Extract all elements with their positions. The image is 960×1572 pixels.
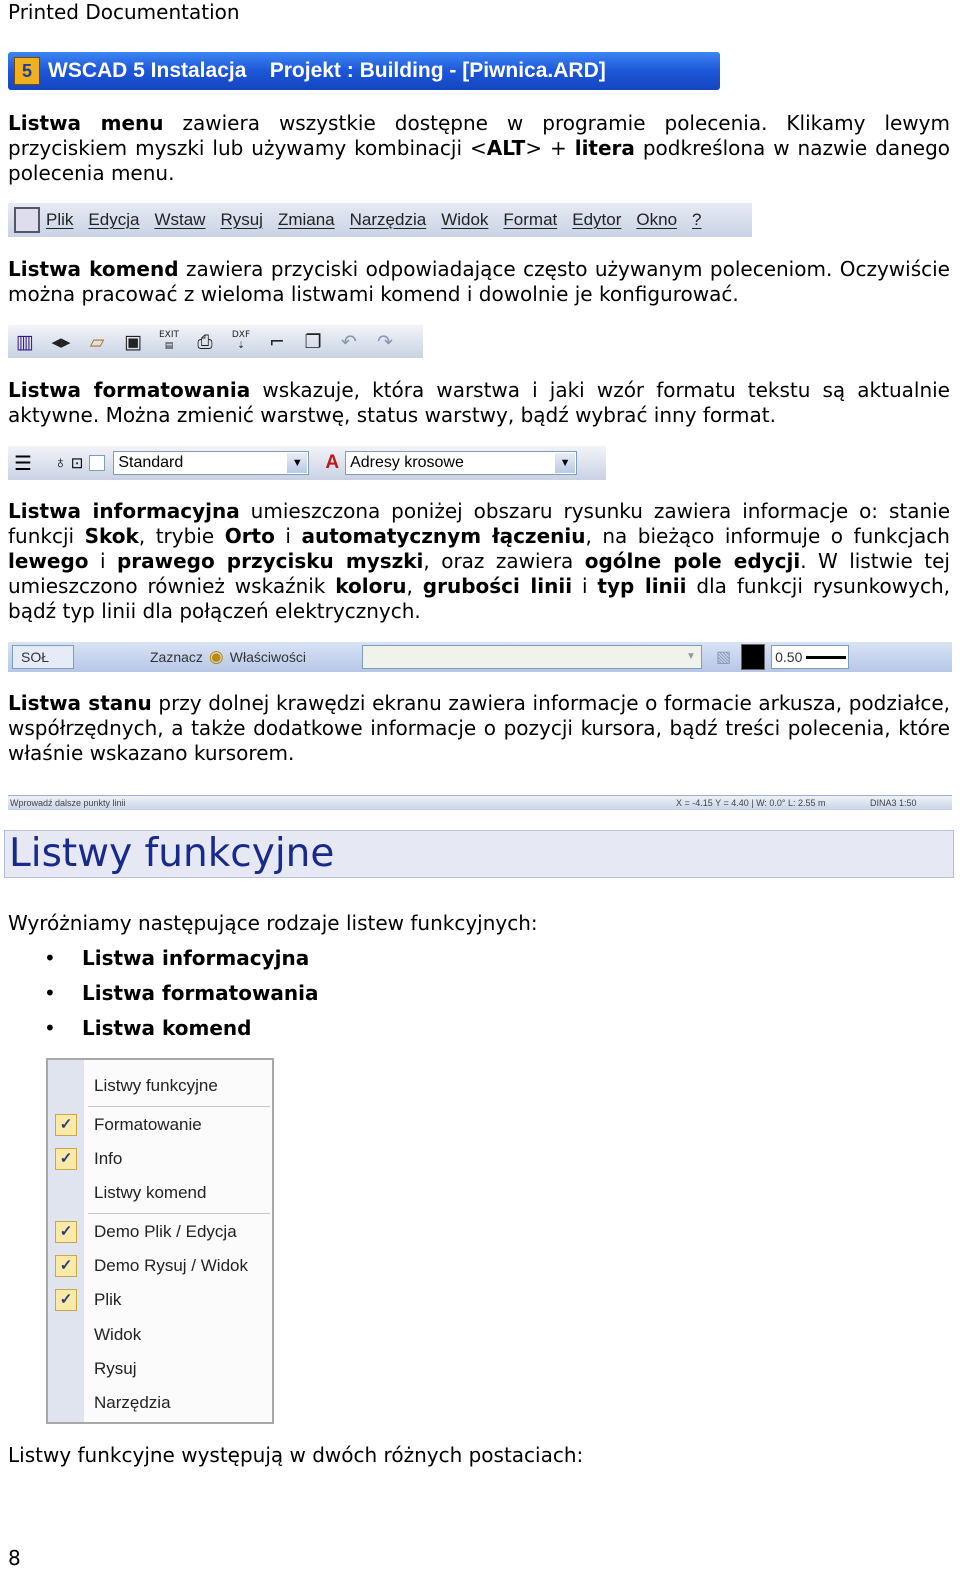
text: i bbox=[88, 549, 117, 573]
term-listwa-stanu: Listwa stanu bbox=[8, 691, 152, 715]
dxf-label: DXF bbox=[231, 329, 251, 340]
term-grubosci: grubości linii bbox=[422, 574, 573, 598]
left-mouse-label: Zaznacz bbox=[150, 649, 203, 665]
menu-item-format[interactable]: Format bbox=[503, 210, 558, 229]
mode-indicator[interactable] bbox=[12, 645, 74, 669]
term-listwa-komend: Listwa komend bbox=[8, 257, 179, 281]
exit-label: EXIT bbox=[158, 329, 179, 340]
menu-item-label: Demo Rysuj / Widok bbox=[94, 1256, 248, 1275]
text: umieszczona poniżej obszaru rysunku zawiera informacje o: stanie funkcji bbox=[8, 499, 951, 548]
edit-field[interactable] bbox=[362, 645, 702, 669]
menu-separator bbox=[88, 1213, 270, 1214]
menu-item-label: Demo Plik / Edycja bbox=[94, 1222, 237, 1241]
text: podkreślona w nazwie danego polecenia menu. bbox=[8, 136, 950, 185]
steps-icon[interactable]: ⌐ bbox=[269, 330, 285, 353]
wscad-app-icon: 5 bbox=[14, 57, 40, 85]
info-toolbar bbox=[8, 642, 952, 672]
page-number: 8 bbox=[8, 1546, 21, 1570]
text: , bbox=[406, 574, 423, 598]
status-coordinates: X = -4.15 Y = 4.40 | W: 0.0° L: 2.55 m bbox=[676, 798, 826, 808]
menu-item-formatowanie[interactable] bbox=[48, 1111, 272, 1141]
text: dla funkcji rysunkowych, bądź typ linii dla połączeń elektrycznych. bbox=[8, 574, 950, 623]
menu-separator bbox=[88, 1106, 270, 1107]
checkmark-icon: ✓ bbox=[55, 1148, 77, 1170]
bullet-list bbox=[8, 945, 319, 1050]
format-select-value: Adresy krosowe bbox=[350, 454, 464, 471]
term-listwa-menu: Listwa menu bbox=[8, 111, 164, 135]
text: . W listwie tej umieszczono również wskaźnik bbox=[8, 549, 950, 598]
paragraph-komend bbox=[8, 257, 950, 307]
status-prompt: Wprowadź dalsze punkty linii bbox=[10, 798, 126, 808]
print-icon[interactable]: ⎙ bbox=[197, 330, 213, 353]
layer-color-icon[interactable]: ▧ bbox=[716, 649, 732, 666]
menu-item-demo-plik-edycja[interactable] bbox=[48, 1218, 272, 1248]
format-toolbar bbox=[8, 446, 606, 480]
menu-item-widok[interactable] bbox=[48, 1321, 272, 1351]
text: i bbox=[274, 524, 302, 548]
menu-header bbox=[48, 1072, 272, 1102]
bulb-icon[interactable]: ♁ bbox=[54, 453, 67, 472]
menu-item-edytor[interactable]: Edytor bbox=[572, 210, 622, 229]
window-title: WSCAD 5 Instalacja Projekt : Building - [Piwnica.ARD] bbox=[48, 59, 606, 82]
list-item: • Listwa informacyjna bbox=[8, 945, 319, 980]
copy-icon[interactable]: ❐ bbox=[304, 330, 322, 353]
text-format-icon[interactable]: A bbox=[325, 452, 340, 473]
text: , oraz zawiera bbox=[423, 549, 585, 573]
menu-item-wstaw[interactable]: Wstaw bbox=[154, 210, 206, 229]
status-sheet: DINA3 1:50 bbox=[870, 798, 917, 808]
paragraph-formatowania bbox=[8, 378, 950, 428]
menu-item-plik[interactable] bbox=[48, 1286, 272, 1316]
term-koloru: koloru bbox=[335, 574, 407, 598]
menu-item-rysuj[interactable]: Rysuj bbox=[220, 210, 263, 229]
menu-item-listwy-komend[interactable] bbox=[48, 1179, 272, 1209]
text: , na bieżąco informuje o funkcjach bbox=[585, 524, 950, 548]
menu-item-demo-rysuj-widok[interactable] bbox=[48, 1252, 272, 1282]
exit-icon[interactable]: EXIT ▤ bbox=[158, 329, 179, 351]
term-skok: Skok bbox=[84, 524, 139, 548]
line-sample bbox=[806, 656, 846, 659]
menu-item-widok[interactable]: Widok bbox=[441, 210, 489, 229]
format-select[interactable] bbox=[345, 451, 577, 475]
term-orto: Orto bbox=[224, 524, 275, 548]
text: zawiera wszystkie dostępne w programie polecenia. Klikamy lewym przyciskiem myszki lub używamy kombinacji < bbox=[8, 111, 950, 160]
menu-item-rysuj[interactable] bbox=[48, 1355, 272, 1385]
chevron-down-icon[interactable]: ▼ bbox=[287, 453, 307, 473]
menu-item-info[interactable] bbox=[48, 1145, 272, 1175]
text: i bbox=[572, 574, 598, 598]
toolbar-grip-icon bbox=[14, 207, 40, 233]
paragraph-stanu bbox=[8, 691, 950, 766]
list-item: • Listwa komend bbox=[8, 1015, 319, 1050]
term-listwa-informacyjna: Listwa informacyjna bbox=[8, 499, 240, 523]
term-prawego: prawego przycisku myszki bbox=[116, 549, 424, 573]
menu-item-label: Rysuj bbox=[94, 1359, 137, 1378]
intro-text: Wyróżniamy następujące rodzaje listew funkcyjnych: bbox=[8, 911, 538, 935]
dxf-icon[interactable]: DXF ⇣ bbox=[231, 329, 251, 351]
chevron-down-icon[interactable]: ▼ bbox=[555, 453, 575, 473]
text: wskazuje, która warstwa i jaki wzór formatu tekstu są aktualnie aktywne. Można zmienić warstwę, status warstwy, bądź wybrać inny format. bbox=[8, 378, 950, 427]
list-item: • Listwa formatowania bbox=[8, 980, 319, 1015]
term-lewego: lewego bbox=[8, 549, 89, 573]
save-icon[interactable]: ▣ bbox=[124, 330, 142, 353]
term-auto-laczenie: automatycznym łączeniu bbox=[301, 524, 586, 548]
menu-item-okno[interactable]: Okno bbox=[636, 210, 678, 229]
line-width-value: 0.50 bbox=[775, 649, 803, 665]
open-folder-icon[interactable]: ▱ bbox=[89, 330, 105, 353]
menu-item-plik[interactable]: Plik bbox=[46, 210, 74, 229]
lock-icon[interactable]: ⊡ bbox=[70, 455, 84, 472]
menu-bar bbox=[8, 203, 752, 237]
text: przy dolnej krawędzi ekranu zawiera informacje o formacie arkusza, podziałce, współrzędnych, a także dodatkowe informacje o pozycji kursora, bądź treści polecenia, które właśnie wskazano kursorem. bbox=[8, 691, 950, 765]
term-pole-edycji: ogólne pole edycji bbox=[584, 549, 801, 573]
line-width-field[interactable] bbox=[771, 645, 849, 669]
window-title-bar bbox=[8, 52, 720, 90]
chevron-down-icon[interactable]: ▼ bbox=[686, 651, 696, 662]
layer-select-value: Standard bbox=[118, 454, 184, 471]
menu-item-label: Plik bbox=[94, 1290, 122, 1309]
checkmark-icon: ✓ bbox=[55, 1221, 77, 1243]
menu-item-help[interactable]: ? bbox=[692, 210, 702, 229]
menu-item-label: Widok bbox=[94, 1325, 142, 1344]
menu-item-label: Formatowanie bbox=[94, 1115, 202, 1134]
menu-item-narzedzia[interactable] bbox=[48, 1389, 272, 1419]
color-swatch[interactable] bbox=[741, 644, 765, 670]
term-listwa-formatowania: Listwa formatowania bbox=[8, 378, 251, 402]
paragraph-informacyjna bbox=[8, 499, 950, 624]
undo-icon[interactable]: ↶ bbox=[341, 330, 357, 353]
section-heading: Listwy funkcyjne bbox=[4, 830, 954, 878]
text: zawiera przyciski odpowiadające często używanym poleceniom. Oczywiście można pracować z wieloma listwami komend i dowolnie je konfigurować. bbox=[8, 257, 950, 306]
checkmark-icon: ✓ bbox=[55, 1114, 77, 1136]
status-bar bbox=[8, 795, 952, 810]
text: > + bbox=[525, 136, 575, 160]
menu-header-label: Listwy funkcyjne bbox=[94, 1076, 218, 1095]
menu-item-label: Narzędzia bbox=[94, 1393, 171, 1412]
mouse-icon: ◉ bbox=[208, 647, 224, 666]
layer-checkbox[interactable] bbox=[89, 455, 105, 471]
term-litera: litera bbox=[574, 136, 635, 160]
command-toolbar bbox=[8, 325, 423, 358]
checkmark-icon: ✓ bbox=[55, 1255, 77, 1277]
menu-item-label: Info bbox=[94, 1149, 123, 1168]
menu-item-edycja[interactable]: Edycja bbox=[88, 210, 140, 229]
grid-icon[interactable]: ▥ bbox=[16, 330, 34, 353]
menu-item-label: Listwy komend bbox=[94, 1183, 207, 1202]
menu-item-narzedzia[interactable]: Narzędzia bbox=[349, 210, 427, 229]
mode-label: SOŁ bbox=[21, 649, 50, 665]
layer-select[interactable] bbox=[113, 451, 309, 475]
checkmark-icon: ✓ bbox=[55, 1289, 77, 1311]
running-header: Printed Documentation bbox=[8, 0, 240, 24]
closing-text: Listwy funkcyjne występują w dwóch różnych postaciach: bbox=[8, 1443, 584, 1467]
term-alt: ALT bbox=[486, 136, 526, 160]
menu-item-zmiana[interactable]: Zmiana bbox=[277, 210, 335, 229]
right-mouse-label: Właściwości bbox=[229, 649, 306, 665]
redo-icon[interactable]: ↷ bbox=[377, 330, 393, 353]
term-typ-linii: typ linii bbox=[597, 574, 687, 598]
layers-icon[interactable]: ☰ bbox=[14, 452, 32, 475]
toolbars-context-menu bbox=[46, 1058, 274, 1424]
arrows-icon[interactable]: ◂▸ bbox=[51, 330, 71, 353]
text: , trybie bbox=[138, 524, 225, 548]
paragraph-menu bbox=[8, 111, 950, 186]
